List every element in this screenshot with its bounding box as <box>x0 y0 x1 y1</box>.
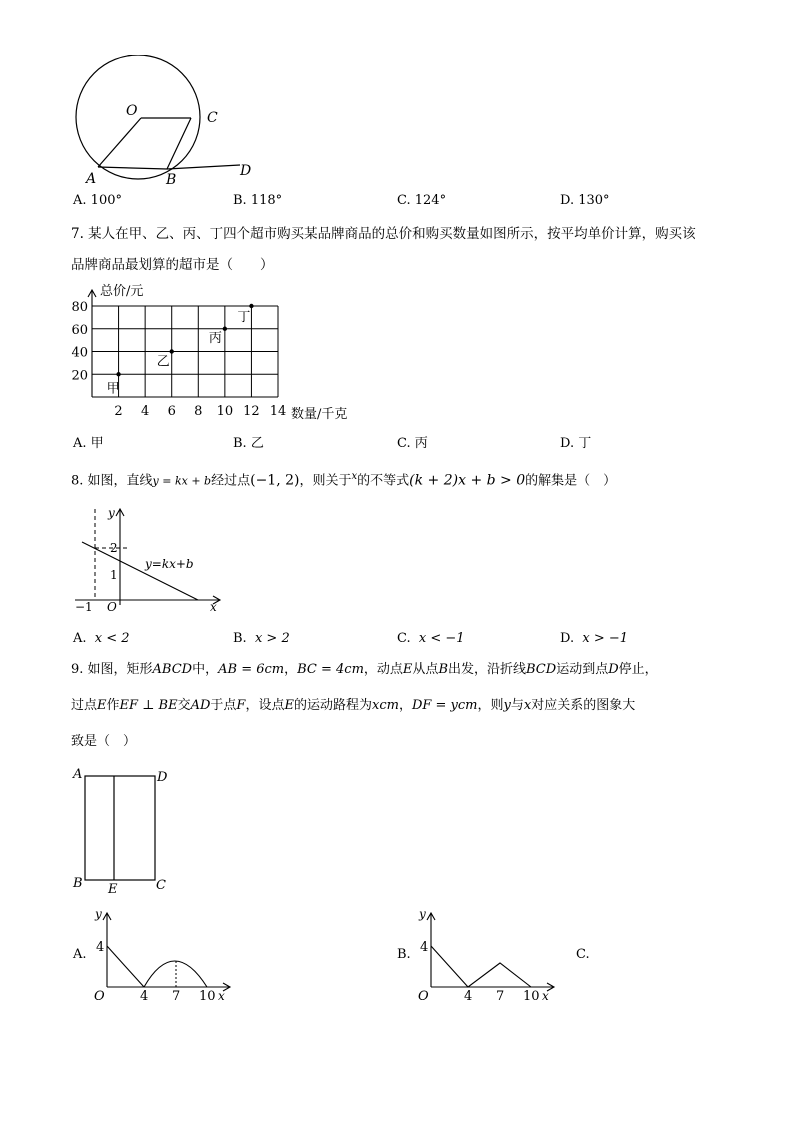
q8-origin: O <box>107 600 117 614</box>
q9b-label-y: y <box>419 907 426 921</box>
q7-y-tick: 20 <box>71 368 88 384</box>
q9a-tick-7: 7 <box>172 989 181 1004</box>
q7-y-tick: 60 <box>71 322 88 338</box>
q7-x-tick: 14 <box>269 404 287 419</box>
q9a-segment <box>107 946 144 987</box>
q7-point-label: 丙 <box>208 330 222 346</box>
q8-option-c: C. x < −1 <box>397 631 465 646</box>
q8-text-1: 8. 如图，直线 <box>71 473 153 489</box>
q9a-tick-4y: 4 <box>96 940 105 955</box>
q8-line-equation: y = kx + b <box>152 474 212 488</box>
q7-x-tick: 6 <box>167 404 176 419</box>
q7-point-甲 <box>116 372 120 376</box>
q6-segment-ab <box>98 167 167 169</box>
q8-option-b: B. x > 2 <box>233 631 290 646</box>
q7-option-b: B. 乙 <box>233 436 264 451</box>
q9-label-a: A <box>73 767 83 782</box>
q8-option-d: D. x > −1 <box>560 631 629 646</box>
q9-option-c-letter: C. <box>576 947 590 962</box>
q7-option-a: A. 甲 <box>73 436 104 451</box>
q8-label-x: x <box>210 600 217 614</box>
q7-y-tick: 80 <box>71 300 88 315</box>
q9b-tick-10: 10 <box>523 989 540 1004</box>
q6-label-c: C <box>207 110 218 126</box>
q8-tick-1: 1 <box>110 568 118 582</box>
q7-point-label: 乙 <box>156 354 170 370</box>
q9b-tick-7: 7 <box>496 989 505 1004</box>
q6-option-d: D. 130° <box>560 193 610 208</box>
q9a-label-y: y <box>95 907 102 921</box>
q6-segment-oa-side <box>98 118 141 167</box>
q9b-polyline <box>431 946 531 987</box>
q9-stem-line3: 致是（ ） <box>71 734 137 749</box>
q9-stem-line1: 9. 如图，矩形ABCD中，AB = 6cm，BC = 4cm，动点E从点B出发，沿折线BCD运动到点D停止， <box>71 662 658 677</box>
q7-x-tick: 8 <box>194 404 203 419</box>
q6-segment-cb <box>167 118 191 169</box>
q9-graph-a <box>90 905 240 1005</box>
q8-graph <box>70 505 230 615</box>
q9a-origin: O <box>94 989 105 1004</box>
q6-circle-figure <box>60 55 280 190</box>
q7-x-tick: 12 <box>243 404 260 419</box>
q8-var: x <box>351 471 358 482</box>
q7-option-d: D. 丁 <box>560 436 592 451</box>
q6-option-c: C. 124° <box>397 193 447 208</box>
q9-graph-b <box>414 905 564 1005</box>
q7-stem-line2: 品牌商品最划算的超市是（ ） <box>71 257 274 273</box>
q7-point-丙 <box>223 327 227 331</box>
q8-option-a: A. x < 2 <box>73 631 130 646</box>
q6-label-a: A <box>86 171 97 187</box>
q9a-tick-4: 4 <box>140 989 149 1004</box>
q7-x-tick: 10 <box>216 404 234 419</box>
q8-inequality: (k + 2)x + b > 0 <box>409 472 526 489</box>
q9a-tick-10: 10 <box>199 989 216 1004</box>
q6-option-b: B. 118° <box>233 193 283 208</box>
q7-xlabel: 数量/千克 <box>291 407 348 422</box>
q9b-origin: O <box>418 989 429 1004</box>
q9-label-c: C <box>156 878 166 893</box>
q7-ylabel: 总价/元 <box>100 284 144 299</box>
q8-text-2: 经过点 <box>211 473 251 489</box>
q6-label-o: O <box>126 103 138 119</box>
q9b-tick-4: 4 <box>464 989 473 1004</box>
q9-option-a-letter: A. <box>73 947 87 962</box>
q8-line-label: y=kx+b <box>145 557 194 571</box>
q9-rectangle-figure <box>70 763 180 898</box>
q8-stem <box>71 468 616 490</box>
q9a-label-x: x <box>218 989 225 1003</box>
q9-rect-abcd <box>85 776 155 880</box>
q9b-label-x: x <box>542 989 549 1003</box>
q7-option-c: C. 丙 <box>397 436 428 451</box>
q6-circle <box>76 55 200 179</box>
q8-tick-2: 2 <box>110 541 118 555</box>
q8-label-y: y <box>108 506 115 520</box>
q9-label-d: D <box>157 770 168 785</box>
q7-chart <box>65 280 365 425</box>
q7-stem-line1: 7. 某人在甲、乙、丙、丁四个超市购买某品牌商品的总价和购买数量如图所示，按平均单价计算，购买该 <box>71 226 696 242</box>
q6-label-d: D <box>240 163 252 179</box>
q8-point: (−1, 2) <box>250 472 300 489</box>
q8-line-kx-b <box>82 542 198 600</box>
q8-tick-neg1: −1 <box>75 600 93 614</box>
q6-label-b: B <box>166 172 177 188</box>
q7-x-tick: 4 <box>141 404 150 419</box>
q6-tangent-bd <box>167 165 240 169</box>
q8-text-5: 的解集是（ ） <box>525 473 617 489</box>
q7-point-乙 <box>170 349 174 353</box>
q7-x-tick: 2 <box>114 404 123 419</box>
q7-point-label: 丁 <box>237 310 251 325</box>
q8-text-3: ，则关于 <box>299 473 352 489</box>
q7-point-label: 甲 <box>106 381 120 397</box>
q6-option-a: A. 100° <box>73 193 122 208</box>
q9-label-b: B <box>73 876 83 891</box>
q9-stem-line2: 过点E作EF ⊥ BE交AD于点F，设点E的运动路程为xcm，DF = ycm，则y与x对应关系的图象大 <box>71 698 636 713</box>
q7-point-丁 <box>249 304 253 308</box>
q9-option-b-letter: B. <box>397 947 411 962</box>
q9b-tick-4y: 4 <box>420 940 429 955</box>
q9-label-e: E <box>108 882 118 897</box>
q8-text-4: 的不等式 <box>357 473 410 489</box>
q7-y-tick: 40 <box>71 345 88 361</box>
